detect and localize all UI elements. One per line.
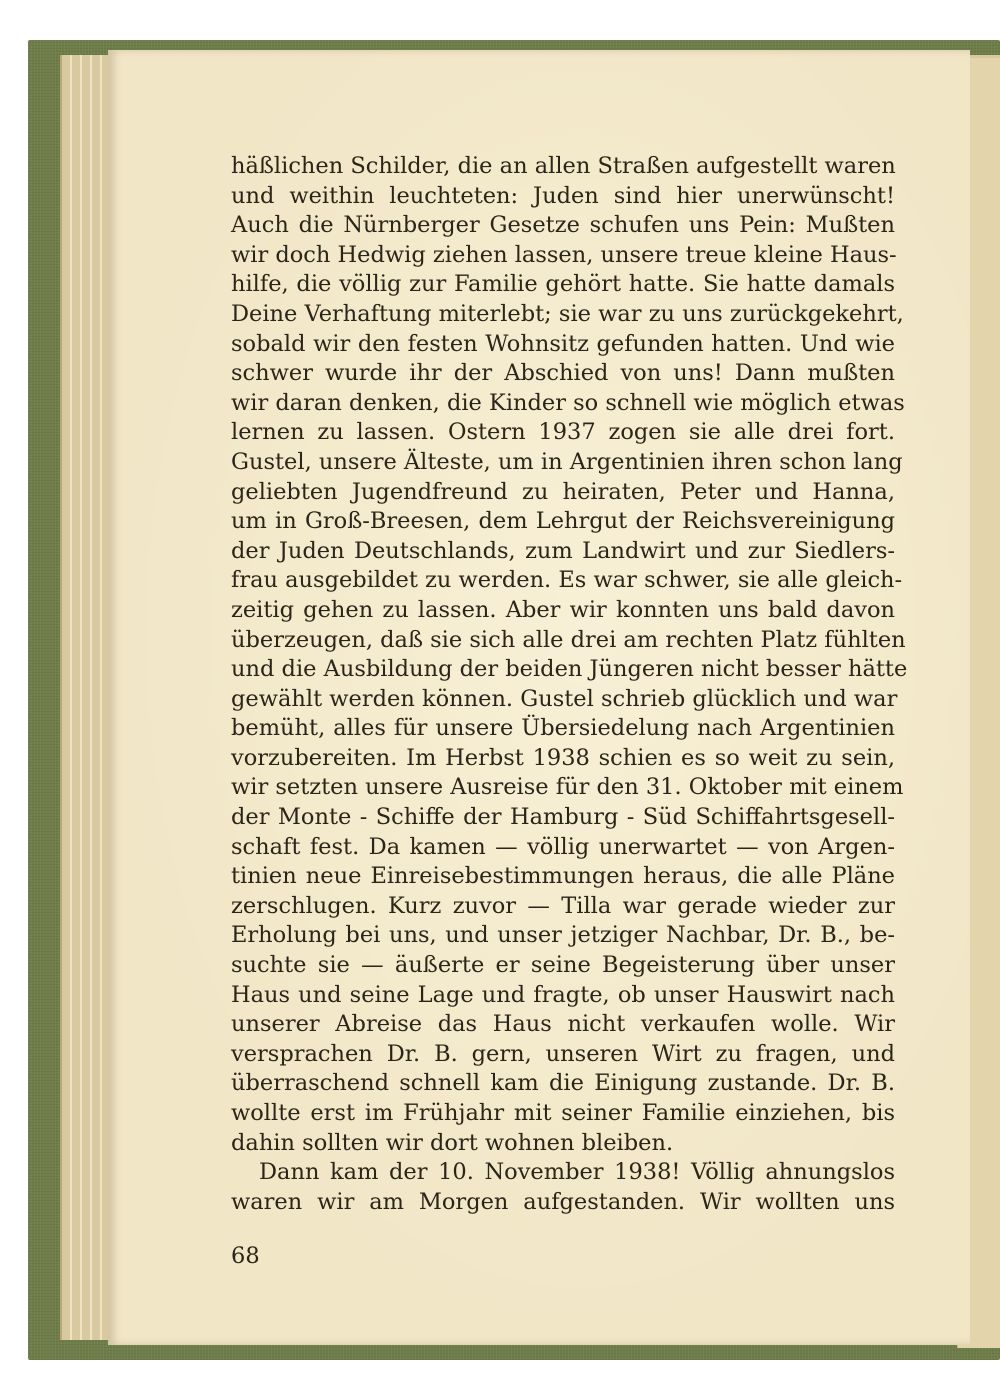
text-line: und weithin leuchteten: Juden sind hier unerwünscht!: [231, 182, 895, 209]
text-line: zerschlugen. Kurz zuvor — Tilla war gerade wieder zur: [231, 892, 895, 919]
text-line: der Juden Deutschlands, zum Landwirt und zur Siedlers-: [231, 537, 895, 564]
text-line: schwer wurde ihr der Abschied von uns! Dann mußten: [231, 360, 895, 387]
text-line: Dann kam der 10. November 1938! Völlig ahnungslos: [259, 1159, 895, 1186]
text-line: wollte erst im Frühjahr mit seiner Familie einziehen, bis: [231, 1100, 895, 1126]
text-line: Deine Verhaftung miterlebt; sie war zu uns zurückgekehrt,: [231, 300, 904, 327]
text-line: unserer Abreise das Haus nicht verkaufen wolle. Wir: [231, 1011, 895, 1038]
text-line: versprachen Dr. B. gern, unseren Wirt zu fragen, und: [231, 1040, 895, 1067]
text-line: Auch die Nürnberger Gesetze schufen uns Pein: Mußten: [231, 212, 895, 239]
text-line: gewählt werden können. Gustel schrieb glücklich und war: [231, 685, 898, 712]
text-line: geliebten Jugendfreund zu heiraten, Peter und Hanna,: [231, 478, 895, 505]
text-line: überzeugen, daß sie sich alle drei am rechten Platz fühlten: [231, 626, 906, 653]
text-line: zeitig gehen zu lassen. Aber wir konnten uns bald davon: [231, 596, 895, 623]
text-line: Gustel, unsere Älteste, um in Argentinien ihren schon lang: [231, 448, 903, 475]
text-line: wir daran denken, die Kinder so schnell wie möglich etwas: [231, 389, 905, 416]
text-line: und die Ausbildung der beiden Jüngeren nicht besser hätte: [231, 656, 908, 683]
text-line: schaft fest. Da kamen — völlig unerwartet — von Argen-: [231, 833, 895, 860]
text-line: dahin sollten wir dort wohnen bleiben.: [231, 1129, 674, 1156]
page-edge-line: [90, 55, 92, 1340]
text-line: um in Groß-Breesen, dem Lehrgut der Reichsvereinigung: [231, 508, 895, 535]
page-text: [231, 152, 908, 1217]
text-line: wir doch Hedwig ziehen lassen, unsere treue kleine Haus-: [231, 241, 897, 268]
text-line: lernen zu lassen. Ostern 1937 zogen sie alle drei fort.: [231, 419, 895, 446]
text-line: waren wir am Morgen aufgestanden. Wir wollten uns: [231, 1188, 895, 1215]
text-line: überraschend schnell kam die Einigung zustande. Dr. B.: [231, 1070, 895, 1097]
text-line: hilfe, die völlig zur Familie gehört hatte. Sie hatte damals: [231, 271, 895, 298]
text-line: Haus und seine Lage und fragte, ob unser Hauswirt nach: [231, 981, 895, 1008]
page-number: 68: [231, 1243, 260, 1269]
text-line: Erholung bei uns, und unser jetziger Nachbar, Dr. B., be-: [231, 922, 895, 949]
text-line: frau ausgebildet zu werden. Es war schwer, sie alle gleich-: [231, 567, 903, 594]
text-line: häßlichen Schilder, die an allen Straßen aufgestellt waren: [231, 153, 896, 179]
text-line: der Monte - Schiffe der Hamburg - Süd Schiffahrtsgesell-: [231, 804, 895, 831]
text-line: vorzubereiten. Im Herbst 1938 schien es so weit zu sein,: [231, 744, 895, 771]
text-line: tinien neue Einreisebestimmungen heraus, die alle Pläne: [231, 863, 895, 890]
page-edge-line: [70, 55, 72, 1340]
text-line: bemüht, alles für unsere Übersiedelung nach Argentinien: [231, 715, 895, 742]
page-edge-line: [80, 55, 82, 1340]
text-line: sobald wir den festen Wohnsitz gefunden hatten. Und wie: [231, 330, 895, 357]
text-line: suchte sie — äußerte er seine Begeisterung über unser: [231, 952, 895, 979]
page-edge-line: [100, 55, 102, 1340]
text-line: wir setzten unsere Ausreise für den 31. Oktober mit einem: [231, 774, 904, 801]
